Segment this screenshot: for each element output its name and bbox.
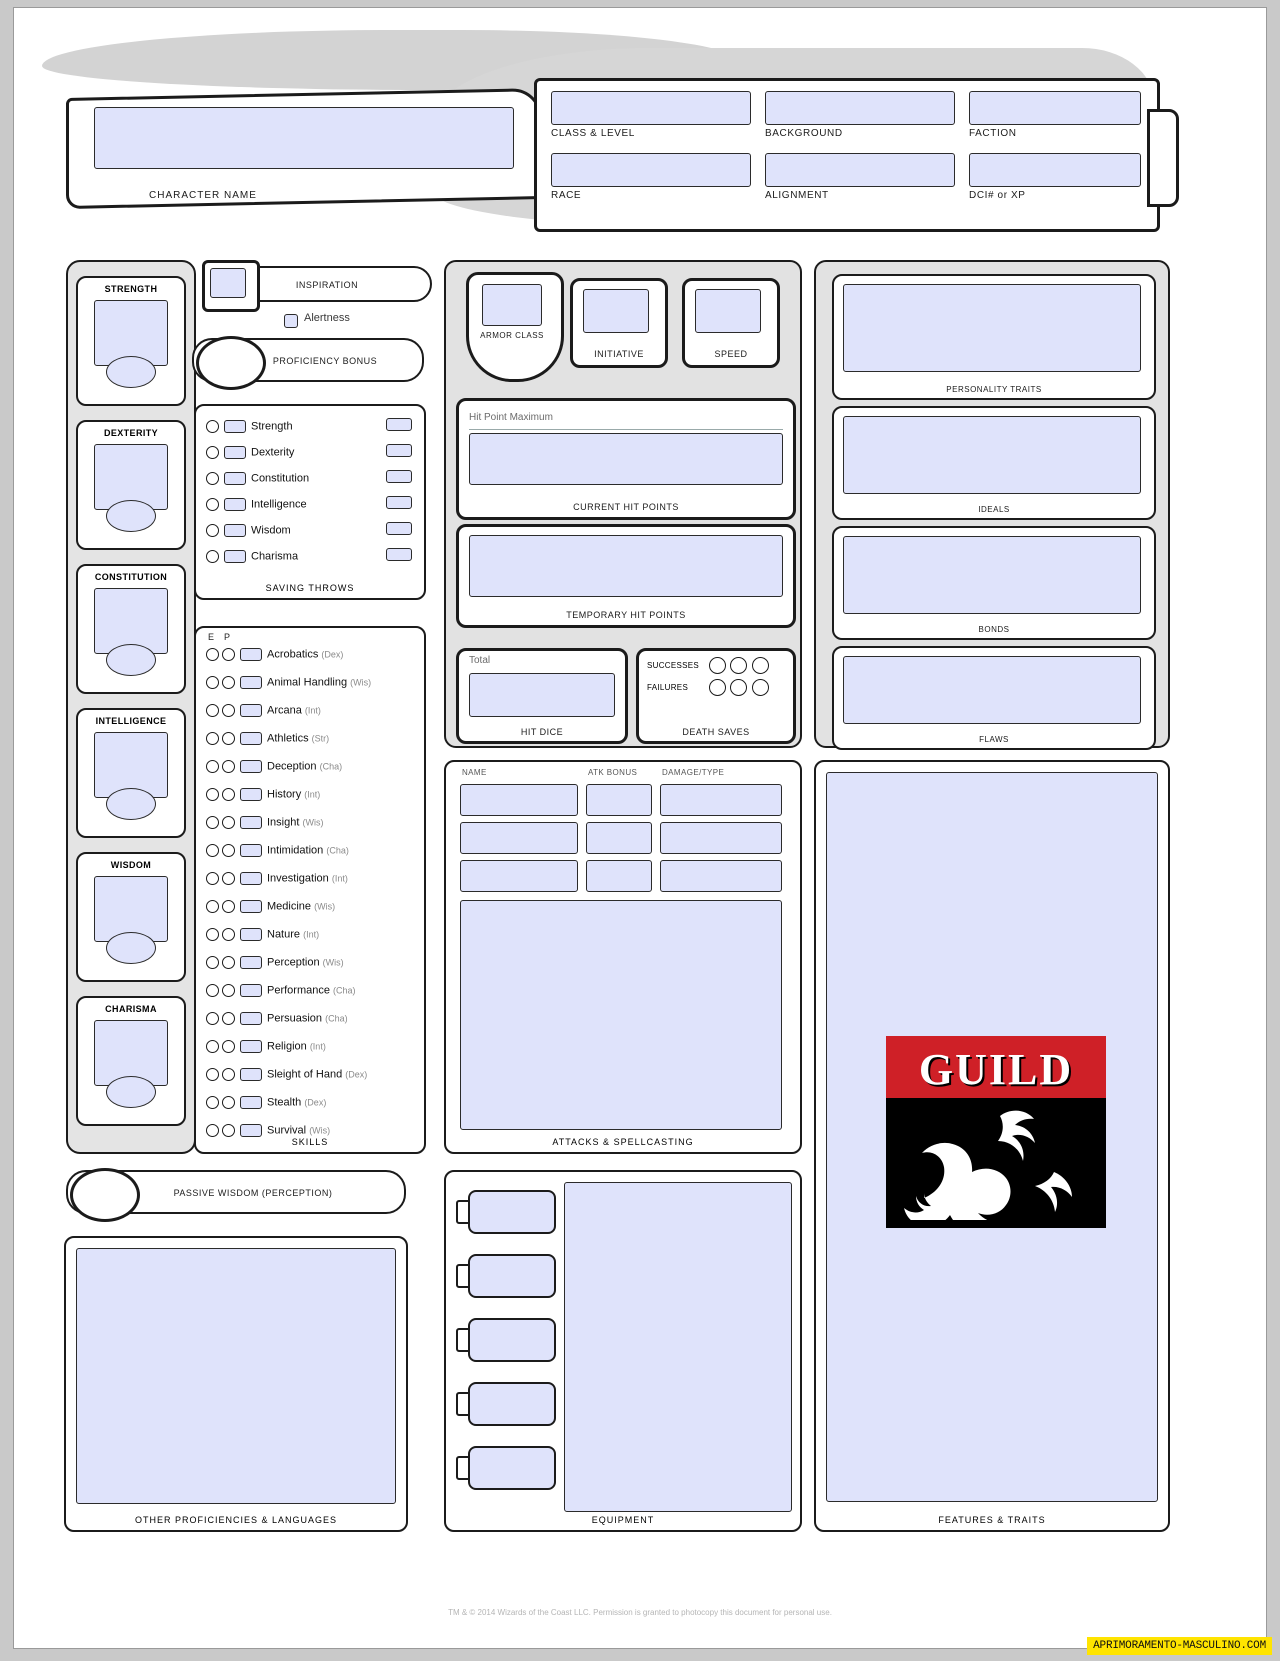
hit-dice-box[interactable] bbox=[456, 648, 628, 744]
armor-class-input[interactable] bbox=[482, 284, 542, 326]
skill-ability: (Dex) bbox=[304, 1097, 327, 1108]
skill-ability: (Dex) bbox=[345, 1069, 368, 1080]
skill-value[interactable] bbox=[240, 788, 262, 801]
saving-throw-label: Wisdom bbox=[251, 524, 291, 537]
skills-column-headers: E P bbox=[208, 632, 237, 642]
skill-expertise-dot[interactable] bbox=[206, 704, 219, 717]
skill-row-nature[interactable] bbox=[206, 928, 319, 945]
temporary-hit-points-box[interactable] bbox=[456, 524, 796, 628]
ability-wisdom-modifier[interactable] bbox=[106, 932, 156, 964]
ability-strength-modifier[interactable] bbox=[106, 356, 156, 388]
personality-traits-input[interactable] bbox=[843, 284, 1141, 372]
other-proficiencies-input[interactable] bbox=[76, 1248, 396, 1504]
saving-throw-proficiency-dot[interactable] bbox=[206, 446, 219, 459]
proficiency-bonus-label: PROFICIENCY BONUS bbox=[272, 356, 378, 366]
skill-label: Religion bbox=[267, 1040, 307, 1053]
skill-value[interactable] bbox=[240, 844, 262, 857]
ability-intelligence-modifier[interactable] bbox=[106, 788, 156, 820]
skill-row-history[interactable] bbox=[206, 788, 320, 805]
skill-proficiency-dot[interactable] bbox=[222, 816, 235, 829]
skill-expertise-dot[interactable] bbox=[206, 760, 219, 773]
faction-label: FACTION bbox=[969, 128, 1017, 139]
saving-throw-proficiency-dot[interactable] bbox=[206, 524, 219, 537]
speed-box[interactable] bbox=[682, 278, 780, 368]
ability-dexterity-label: DEXTERITY bbox=[103, 428, 159, 438]
skills-title: SKILLS bbox=[291, 1137, 329, 1147]
ideals-box[interactable] bbox=[832, 406, 1156, 520]
personality-traits-box[interactable] bbox=[832, 274, 1156, 400]
skill-expertise-dot[interactable] bbox=[206, 676, 219, 689]
skill-value[interactable] bbox=[240, 1124, 262, 1137]
skill-label: Performance bbox=[267, 984, 330, 997]
skill-label: Deception bbox=[267, 760, 317, 773]
attacks-column-damage-type: DAMAGE/TYPE bbox=[662, 768, 725, 777]
skill-proficiency-dot[interactable] bbox=[222, 984, 235, 997]
proficiency-bonus-input[interactable] bbox=[196, 336, 266, 390]
skill-row-investigation[interactable] bbox=[206, 872, 348, 889]
skill-proficiency-dot[interactable] bbox=[222, 1096, 235, 1109]
currency-ep-input[interactable] bbox=[468, 1318, 556, 1362]
character-name-label: CHARACTER NAME bbox=[149, 190, 257, 201]
skill-label: History bbox=[267, 788, 302, 801]
class-and-level-label: CLASS & LEVEL bbox=[551, 128, 635, 139]
skill-row-animal-handling[interactable] bbox=[206, 676, 371, 693]
flaws-label: FLAWS bbox=[979, 735, 1009, 744]
saving-throw-row[interactable] bbox=[206, 446, 294, 463]
current-hit-points-input[interactable] bbox=[469, 433, 783, 485]
dragon-ampersand-icon bbox=[904, 1094, 1088, 1220]
hit-dice-input[interactable] bbox=[469, 673, 615, 717]
site-watermark: APRIMORAMENTO-MASCULINO.COM bbox=[1087, 1637, 1272, 1655]
skills-box bbox=[194, 626, 426, 1154]
other-proficiencies-label: OTHER PROFICIENCIES & LANGUAGES bbox=[134, 1515, 338, 1525]
bonds-box[interactable] bbox=[832, 526, 1156, 640]
skill-row-performance[interactable] bbox=[206, 984, 356, 1001]
saving-throw-row[interactable] bbox=[206, 550, 298, 567]
skill-row-medicine[interactable] bbox=[206, 900, 335, 917]
death-saves-successes-dots[interactable] bbox=[709, 657, 769, 675]
faction-input[interactable] bbox=[969, 91, 1141, 125]
equipment-label: EQUIPMENT bbox=[591, 1515, 655, 1525]
skill-proficiency-dot[interactable] bbox=[222, 1124, 235, 1137]
character-sheet-page bbox=[14, 8, 1266, 1648]
skill-ability: (Str) bbox=[311, 733, 330, 744]
ability-dexterity-modifier[interactable] bbox=[106, 500, 156, 532]
speed-label: SPEED bbox=[714, 349, 748, 359]
currency-gp-input[interactable] bbox=[468, 1382, 556, 1426]
attack-name-input[interactable] bbox=[460, 860, 578, 892]
skill-row-acrobatics[interactable] bbox=[206, 648, 343, 665]
skill-expertise-dot[interactable] bbox=[206, 1012, 219, 1025]
initiative-box[interactable] bbox=[570, 278, 668, 368]
ability-charisma[interactable] bbox=[76, 996, 186, 1126]
attack-damage-type-input[interactable] bbox=[660, 822, 782, 854]
saving-throw-value[interactable] bbox=[224, 524, 246, 537]
alertness-label: Alertness bbox=[304, 312, 350, 324]
skill-proficiency-dot[interactable] bbox=[222, 676, 235, 689]
skill-value[interactable] bbox=[240, 1012, 262, 1025]
skill-row-insight[interactable] bbox=[206, 816, 323, 833]
field-race[interactable] bbox=[551, 153, 751, 201]
ability-wisdom[interactable] bbox=[76, 852, 186, 982]
saving-throw-proficiency-dot[interactable] bbox=[206, 472, 219, 485]
death-saves-box[interactable] bbox=[636, 648, 796, 744]
equipment-input[interactable] bbox=[564, 1182, 792, 1512]
skill-value[interactable] bbox=[240, 872, 262, 885]
skill-row-religion[interactable] bbox=[206, 1040, 326, 1057]
skill-row-sleight-of-hand[interactable] bbox=[206, 1068, 367, 1085]
saving-throw-proficiency-dot[interactable] bbox=[206, 498, 219, 511]
ability-intelligence-label: INTELLIGENCE bbox=[95, 716, 167, 726]
currency-sp-input[interactable] bbox=[468, 1254, 556, 1298]
death-save-failure-dot[interactable] bbox=[752, 679, 769, 696]
features-and-traits-label: FEATURES & TRAITS bbox=[938, 1515, 1046, 1525]
skill-ability: (Int) bbox=[304, 705, 321, 716]
death-saves-failures-dots[interactable] bbox=[709, 679, 769, 697]
skill-value[interactable] bbox=[240, 704, 262, 717]
character-name-input[interactable] bbox=[94, 107, 514, 169]
initiative-label: INITIATIVE bbox=[594, 349, 644, 359]
skill-ability: (Cha) bbox=[326, 845, 349, 856]
skill-label: Investigation bbox=[267, 872, 329, 885]
skill-proficiency-dot[interactable] bbox=[222, 732, 235, 745]
background-label: BACKGROUND bbox=[765, 128, 843, 139]
saving-throw-label: Intelligence bbox=[251, 498, 307, 511]
guild-logo bbox=[886, 1036, 1106, 1228]
death-save-failure-dot[interactable] bbox=[709, 679, 726, 696]
skill-value[interactable] bbox=[240, 816, 262, 829]
ability-strength-label: STRENGTH bbox=[104, 284, 158, 294]
skill-proficiency-dot[interactable] bbox=[222, 1068, 235, 1081]
skill-proficiency-dot[interactable] bbox=[222, 956, 235, 969]
skill-value[interactable] bbox=[240, 984, 262, 997]
skill-value[interactable] bbox=[240, 732, 262, 745]
attack-name-input[interactable] bbox=[460, 784, 578, 816]
hit-dice-total-label: Total bbox=[469, 655, 491, 666]
skill-ability: (Cha) bbox=[319, 761, 343, 772]
race-input[interactable] bbox=[551, 153, 751, 187]
skill-expertise-dot[interactable] bbox=[206, 648, 219, 661]
saving-throw-row[interactable] bbox=[206, 472, 309, 489]
skill-label: Animal Handling bbox=[267, 676, 348, 689]
skill-row-persuasion[interactable] bbox=[206, 1012, 348, 1029]
ability-wisdom-label: WISDOM bbox=[110, 860, 152, 870]
skill-proficiency-dot[interactable] bbox=[222, 1012, 235, 1025]
skill-ability: (Cha) bbox=[333, 985, 356, 996]
saving-throw-proficiency-dot[interactable] bbox=[206, 550, 219, 563]
dci-or-xp-input[interactable] bbox=[969, 153, 1141, 187]
attack-damage-type-input[interactable] bbox=[660, 860, 782, 892]
skill-label: Survival bbox=[267, 1124, 307, 1137]
skill-row-intimidation[interactable] bbox=[206, 844, 349, 861]
attacks-column-name: NAME bbox=[462, 768, 487, 777]
ability-intelligence[interactable] bbox=[76, 708, 186, 838]
ability-dexterity[interactable] bbox=[76, 420, 186, 550]
skill-proficiency-dot[interactable] bbox=[222, 788, 235, 801]
skill-label: Stealth bbox=[267, 1096, 302, 1109]
skill-label: Intimidation bbox=[267, 844, 324, 857]
skill-label: Insight bbox=[267, 816, 300, 829]
other-proficiencies-box bbox=[64, 1236, 408, 1532]
dnd-character-sheet bbox=[14, 8, 1266, 1648]
ideals-label: IDEALS bbox=[978, 505, 1010, 514]
skill-ability: (Wis) bbox=[309, 1125, 331, 1136]
field-dci-or-xp[interactable] bbox=[969, 153, 1141, 201]
attacks-notes-input[interactable] bbox=[460, 900, 782, 1130]
skill-row-perception[interactable] bbox=[206, 956, 344, 973]
flaws-input[interactable] bbox=[843, 656, 1141, 724]
skill-value[interactable] bbox=[240, 676, 262, 689]
skill-ability: (Wis) bbox=[314, 901, 336, 912]
skill-ability: (Int) bbox=[303, 929, 320, 940]
skill-expertise-dot[interactable] bbox=[206, 956, 219, 969]
death-saves-successes-label: SUCCESSES bbox=[647, 661, 700, 670]
temporary-hit-points-label: TEMPORARY HIT POINTS bbox=[566, 610, 686, 620]
saving-throws-title: SAVING THROWS bbox=[265, 583, 355, 593]
hit-point-maximum-row[interactable] bbox=[469, 407, 783, 430]
death-save-success-dot[interactable] bbox=[709, 657, 726, 674]
death-saves-failures-label: FAILURES bbox=[647, 683, 689, 692]
attacks-column-atk-bonus: ATK BONUS bbox=[588, 768, 638, 777]
saving-throw-label: Charisma bbox=[251, 550, 299, 563]
saving-throw-label: Constitution bbox=[251, 472, 310, 485]
skill-ability: (Int) bbox=[331, 873, 348, 884]
attack-damage-type-input[interactable] bbox=[660, 784, 782, 816]
skill-value[interactable] bbox=[240, 900, 262, 913]
alignment-input[interactable] bbox=[765, 153, 955, 187]
death-save-success-dot[interactable] bbox=[730, 657, 747, 674]
saving-throw-value[interactable] bbox=[224, 472, 246, 485]
field-faction[interactable] bbox=[969, 91, 1141, 139]
skill-expertise-dot[interactable] bbox=[206, 1068, 219, 1081]
skill-ability: (Int) bbox=[309, 1041, 326, 1052]
speed-input[interactable] bbox=[695, 289, 761, 333]
skill-expertise-dot[interactable] bbox=[206, 984, 219, 997]
death-save-success-dot[interactable] bbox=[752, 657, 769, 674]
skill-value[interactable] bbox=[240, 928, 262, 941]
dci-or-xp-label: DCI# or XP bbox=[969, 190, 1026, 201]
currency-pp-input[interactable] bbox=[468, 1446, 556, 1490]
skill-proficiency-dot[interactable] bbox=[222, 928, 235, 941]
class-and-level-input[interactable] bbox=[551, 91, 751, 125]
skill-proficiency-dot[interactable] bbox=[222, 900, 235, 913]
saving-throw-proficiency-dot[interactable] bbox=[206, 420, 219, 433]
attack-atk-bonus-input[interactable] bbox=[586, 822, 652, 854]
skill-label: Medicine bbox=[267, 900, 312, 913]
attacks-title: ATTACKS & SPELLCASTING bbox=[552, 1137, 694, 1147]
flaws-box[interactable] bbox=[832, 646, 1156, 750]
hit-point-maximum-label: Hit Point Maximum bbox=[469, 412, 553, 423]
inspiration-input[interactable] bbox=[210, 268, 246, 298]
armor-class-label: ARMOR CLASS bbox=[480, 331, 544, 340]
field-class-and-level[interactable] bbox=[551, 91, 751, 139]
ability-constitution[interactable] bbox=[76, 564, 186, 694]
skill-ability: (Int) bbox=[304, 789, 321, 800]
skill-row-arcana[interactable] bbox=[206, 704, 321, 721]
skill-ability: (Wis) bbox=[350, 677, 372, 688]
skill-label: Sleight of Hand bbox=[267, 1068, 343, 1081]
background-input[interactable] bbox=[765, 91, 955, 125]
skill-proficiency-dot[interactable] bbox=[222, 704, 235, 717]
ideals-input[interactable] bbox=[843, 416, 1141, 494]
guild-logo-text: GUILD bbox=[918, 1045, 1074, 1094]
skill-value[interactable] bbox=[240, 1040, 262, 1053]
equipment-box bbox=[444, 1170, 802, 1532]
skill-value[interactable] bbox=[240, 1068, 262, 1081]
skill-value[interactable] bbox=[240, 760, 262, 773]
saving-throw-row[interactable] bbox=[206, 524, 291, 541]
ability-charisma-label: CHARISMA bbox=[105, 1004, 157, 1014]
attack-atk-bonus-input[interactable] bbox=[586, 784, 652, 816]
skill-label: Arcana bbox=[267, 704, 302, 717]
skill-expertise-dot[interactable] bbox=[206, 1124, 219, 1137]
current-hit-points-label: CURRENT HIT POINTS bbox=[573, 502, 679, 512]
ability-constitution-label: CONSTITUTION bbox=[94, 572, 168, 582]
attack-atk-bonus-input[interactable] bbox=[586, 860, 652, 892]
skill-ability: (Wis) bbox=[322, 957, 344, 968]
skill-row-athletics[interactable] bbox=[206, 732, 329, 749]
skill-label: Persuasion bbox=[267, 1012, 323, 1025]
saving-throw-value[interactable] bbox=[224, 446, 246, 459]
death-save-failure-dot[interactable] bbox=[730, 679, 747, 696]
skill-ability: (Wis) bbox=[302, 817, 324, 828]
skill-row-stealth[interactable] bbox=[206, 1096, 326, 1113]
skill-ability: (Dex) bbox=[321, 649, 344, 660]
saving-throw-label: Strength bbox=[251, 420, 293, 433]
skill-value[interactable] bbox=[240, 1096, 262, 1109]
currency-cp-input[interactable] bbox=[468, 1190, 556, 1234]
passive-wisdom-input[interactable] bbox=[70, 1168, 140, 1222]
skill-expertise-dot[interactable] bbox=[206, 844, 219, 857]
alertness-checkbox[interactable] bbox=[284, 314, 298, 328]
skill-value[interactable] bbox=[240, 956, 262, 969]
skill-expertise-dot[interactable] bbox=[206, 1096, 219, 1109]
temporary-hit-points-input[interactable] bbox=[469, 535, 783, 597]
skill-proficiency-dot[interactable] bbox=[222, 872, 235, 885]
current-hit-points-box[interactable] bbox=[456, 398, 796, 520]
alignment-label: ALIGNMENT bbox=[765, 190, 829, 201]
skill-proficiency-dot[interactable] bbox=[222, 648, 235, 661]
saving-throw-label: Dexterity bbox=[251, 446, 295, 459]
saving-throw-value[interactable] bbox=[224, 420, 246, 433]
field-alignment[interactable] bbox=[765, 153, 955, 201]
attacks-and-spellcasting-box bbox=[444, 760, 802, 1154]
skill-expertise-dot[interactable] bbox=[206, 1040, 219, 1053]
skill-label: Acrobatics bbox=[267, 648, 319, 661]
inspiration-label: INSPIRATION bbox=[295, 280, 359, 290]
skill-label: Perception bbox=[267, 956, 320, 969]
bonds-label: BONDS bbox=[978, 625, 1010, 634]
saving-throw-row[interactable] bbox=[206, 420, 293, 437]
skill-ability: (Cha) bbox=[325, 1013, 348, 1024]
saving-throw-row[interactable] bbox=[206, 498, 307, 515]
skill-expertise-dot[interactable] bbox=[206, 816, 219, 829]
saving-throw-value[interactable] bbox=[224, 498, 246, 511]
race-label: RACE bbox=[551, 190, 582, 201]
ability-charisma-modifier[interactable] bbox=[106, 1076, 156, 1108]
passive-wisdom-label: PASSIVE WISDOM (PERCEPTION) bbox=[173, 1188, 333, 1198]
header-tab-decoration bbox=[1147, 109, 1179, 207]
attack-name-input[interactable] bbox=[460, 822, 578, 854]
skill-expertise-dot[interactable] bbox=[206, 788, 219, 801]
skill-proficiency-dot[interactable] bbox=[222, 760, 235, 773]
copyright-text: TM & © 2014 Wizards of the Coast LLC. Permission is granted to photocopy this document for personal use. bbox=[448, 1608, 832, 1617]
skill-row-deception[interactable] bbox=[206, 760, 342, 777]
saving-throw-value[interactable] bbox=[224, 550, 246, 563]
skill-proficiency-dot[interactable] bbox=[222, 1040, 235, 1053]
initiative-input[interactable] bbox=[583, 289, 649, 333]
skill-expertise-dot[interactable] bbox=[206, 928, 219, 941]
hit-dice-label: HIT DICE bbox=[520, 727, 564, 737]
field-background[interactable] bbox=[765, 91, 955, 139]
header-info-box bbox=[534, 78, 1160, 232]
character-name-plate bbox=[66, 93, 536, 198]
skill-expertise-dot[interactable] bbox=[206, 900, 219, 913]
death-saves-label: DEATH SAVES bbox=[682, 727, 750, 737]
skill-label: Athletics bbox=[267, 732, 309, 745]
bonds-input[interactable] bbox=[843, 536, 1141, 614]
saving-throws-box bbox=[194, 404, 426, 600]
ability-constitution-modifier[interactable] bbox=[106, 644, 156, 676]
skill-expertise-dot[interactable] bbox=[206, 872, 219, 885]
skill-expertise-dot[interactable] bbox=[206, 732, 219, 745]
skill-proficiency-dot[interactable] bbox=[222, 844, 235, 857]
ability-strength[interactable] bbox=[76, 276, 186, 406]
skill-label: Nature bbox=[267, 928, 301, 941]
personality-traits-label: PERSONALITY TRAITS bbox=[946, 385, 1042, 394]
skill-value[interactable] bbox=[240, 648, 262, 661]
